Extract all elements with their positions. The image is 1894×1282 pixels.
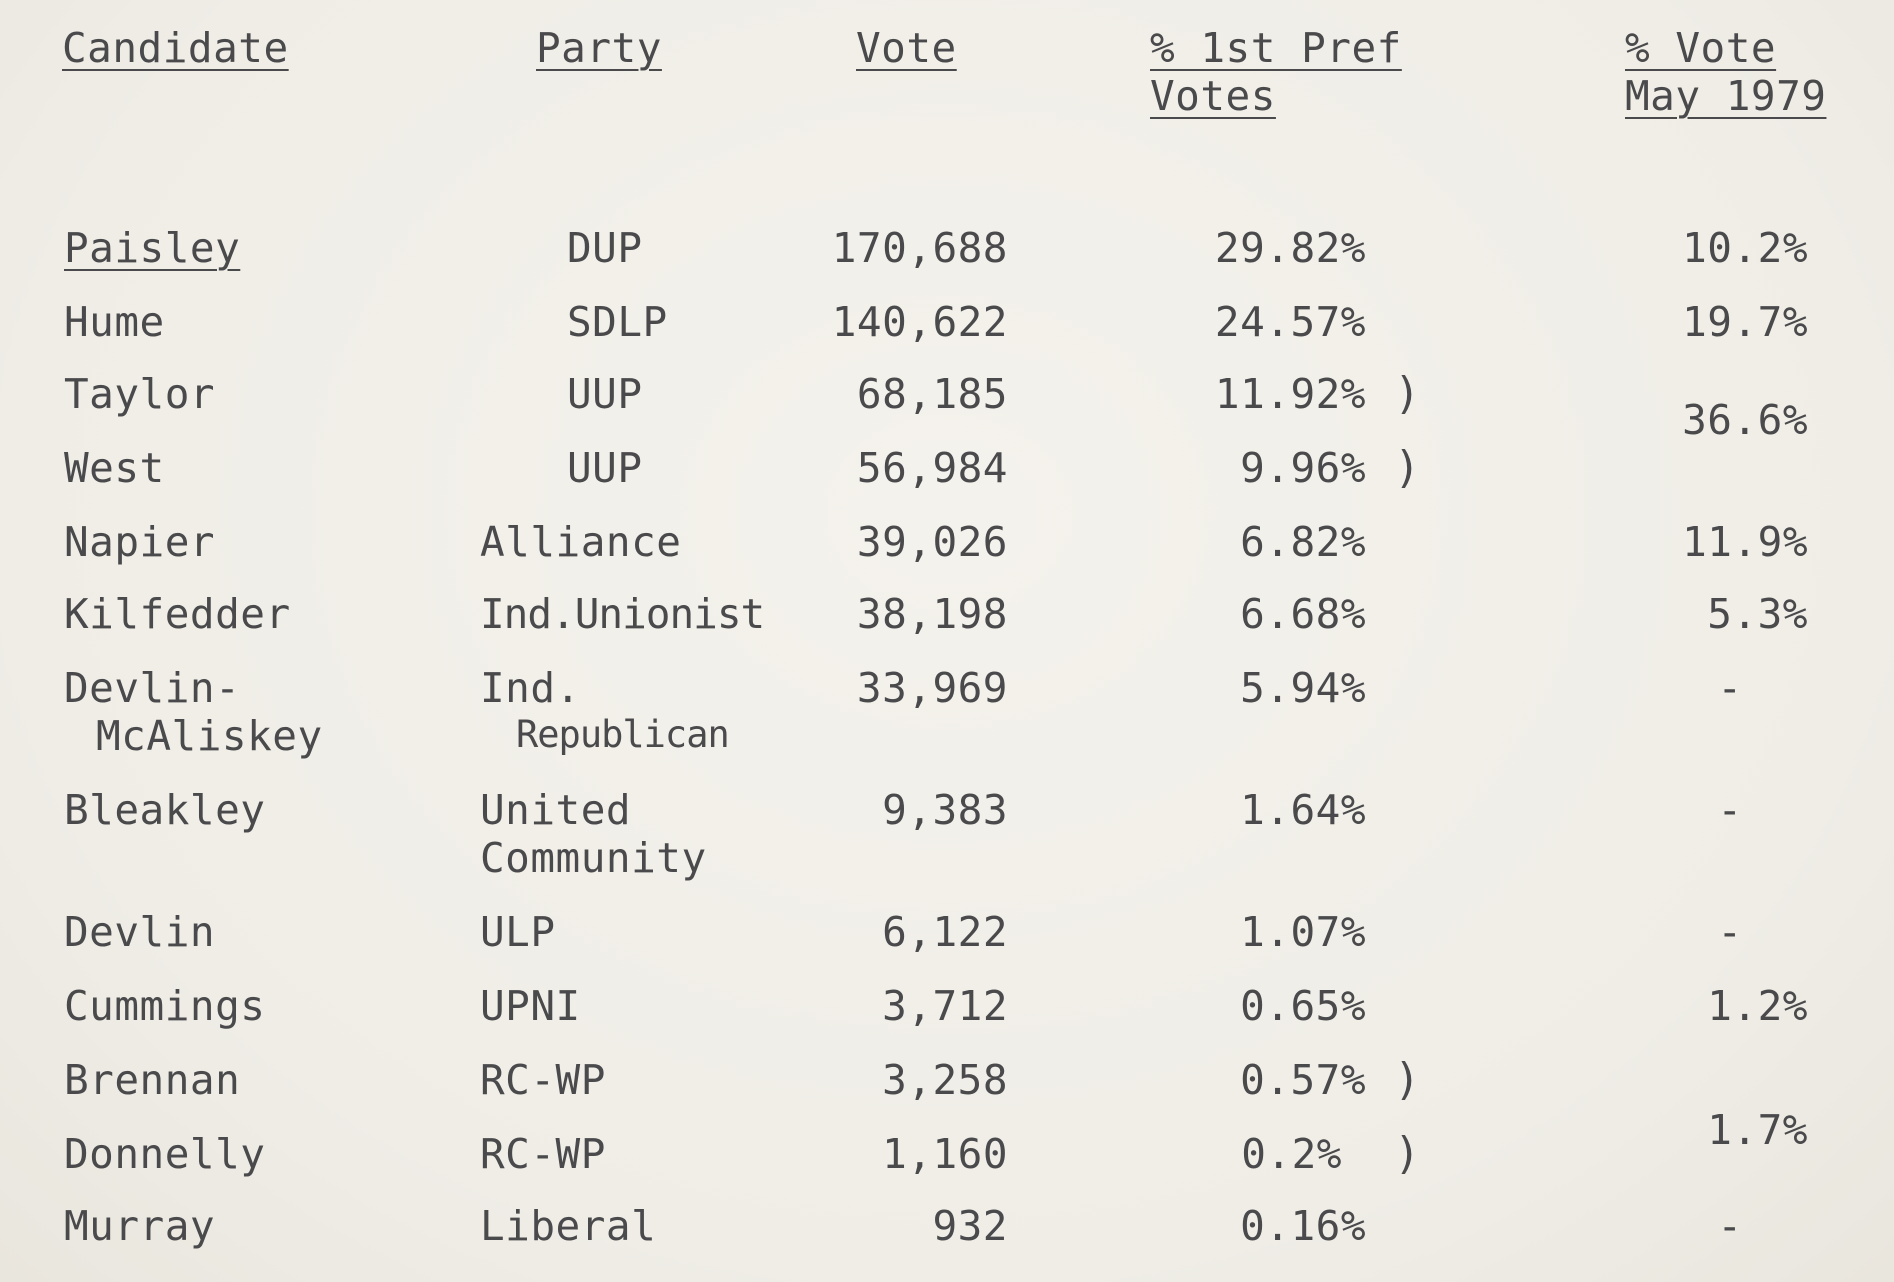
party-name: UPNI [480,982,581,1030]
candidate-name: Donnelly [64,1130,266,1178]
bracket-taylor: ) [1394,368,1421,419]
party-name: UUP [567,444,643,492]
header-pct-first-pref-line2: Votes [1150,72,1276,120]
candidate-name: Devlin [64,908,216,956]
party-name: Alliance [480,518,682,566]
may-1979-combined-percent: 1.7% [1707,1106,1808,1154]
candidate-name: Murray [64,1202,216,1250]
vote-count: 9,383 [882,786,1008,834]
vote-count: 3,258 [882,1056,1008,1104]
may-1979-percent: - [1717,1202,1743,1250]
candidate-name: Devlin- [64,664,241,712]
candidate-name: Kilfedder [64,590,291,638]
candidate-name-line2: McAliskey [96,712,323,760]
candidate-name: Paisley [64,224,241,272]
candidate-name: Bleakley [64,786,266,834]
vote-count: 1,160 [882,1130,1008,1178]
may-1979-percent: 1.2% [1707,982,1808,1030]
party-name-line2: Community [480,834,707,882]
party-name: RC-WP [480,1130,606,1178]
first-pref-percent: 1.64% [1240,786,1366,834]
first-pref-percent: 5.94% [1240,664,1366,712]
header-pct-may-1979: % Vote [1625,24,1777,72]
party-name: United [480,786,632,834]
first-pref-percent: 0.2% [1241,1130,1342,1178]
bracket-west: ) [1394,442,1421,493]
first-pref-percent: 6.68% [1240,590,1366,638]
may-1979-percent: - [1717,908,1743,956]
candidate-name: West [64,444,165,492]
may-1979-percent: 19.7% [1682,298,1808,346]
first-pref-percent: 24.57% [1214,298,1366,346]
first-pref-percent: 0.16% [1240,1202,1366,1250]
first-pref-percent: 9.96% [1240,444,1366,492]
party-name: SDLP [567,298,668,346]
party-name: RC-WP [480,1056,606,1104]
vote-count: 140,622 [831,298,1008,346]
may-1979-percent: - [1717,786,1743,834]
party-name: Liberal [480,1202,657,1250]
party-name: Ind.Unionist [480,590,765,638]
may-1979-percent: 11.9% [1682,518,1808,566]
may-1979-percent: - [1717,664,1743,712]
first-pref-percent: 1.07% [1240,908,1366,956]
first-pref-percent: 0.65% [1240,982,1366,1030]
may-1979-combined-percent: 36.6% [1682,396,1808,444]
vote-count: 33,969 [856,664,1008,712]
vote-count: 170,688 [831,224,1008,272]
vote-count: 38,198 [856,590,1008,638]
candidate-name: Taylor [64,370,216,418]
header-vote: Vote [856,24,957,72]
vote-count: 6,122 [882,908,1008,956]
header-candidate: Candidate [62,24,289,72]
party-name: DUP [567,224,643,272]
vote-count: 68,185 [856,370,1008,418]
header-pct-may-1979-line2: May 1979 [1625,72,1827,120]
first-pref-percent: 11.92% [1214,370,1366,418]
party-name: UUP [567,370,643,418]
first-pref-percent: 6.82% [1240,518,1366,566]
vote-count: 56,984 [856,444,1008,492]
candidate-name: Hume [64,298,165,346]
party-name-line2: Republican [516,713,729,756]
party-name: ULP [480,908,556,956]
may-1979-percent: 10.2% [1682,224,1808,272]
candidate-name: Brennan [64,1056,241,1104]
first-pref-percent: 29.82% [1214,224,1366,272]
candidate-name: Napier [64,518,216,566]
party-name: Ind. [480,664,581,712]
candidate-name: Cummings [64,982,266,1030]
vote-count: 39,026 [856,518,1008,566]
header-pct-first-pref: % 1st Pref [1150,24,1402,72]
vote-count: 932 [932,1202,1008,1250]
first-pref-percent: 0.57% [1240,1056,1366,1104]
may-1979-percent: 5.3% [1707,590,1808,638]
bracket-brennan: ) [1394,1054,1421,1105]
header-party: Party [536,24,662,72]
vote-count: 3,712 [882,982,1008,1030]
bracket-donnelly: ) [1394,1128,1421,1179]
